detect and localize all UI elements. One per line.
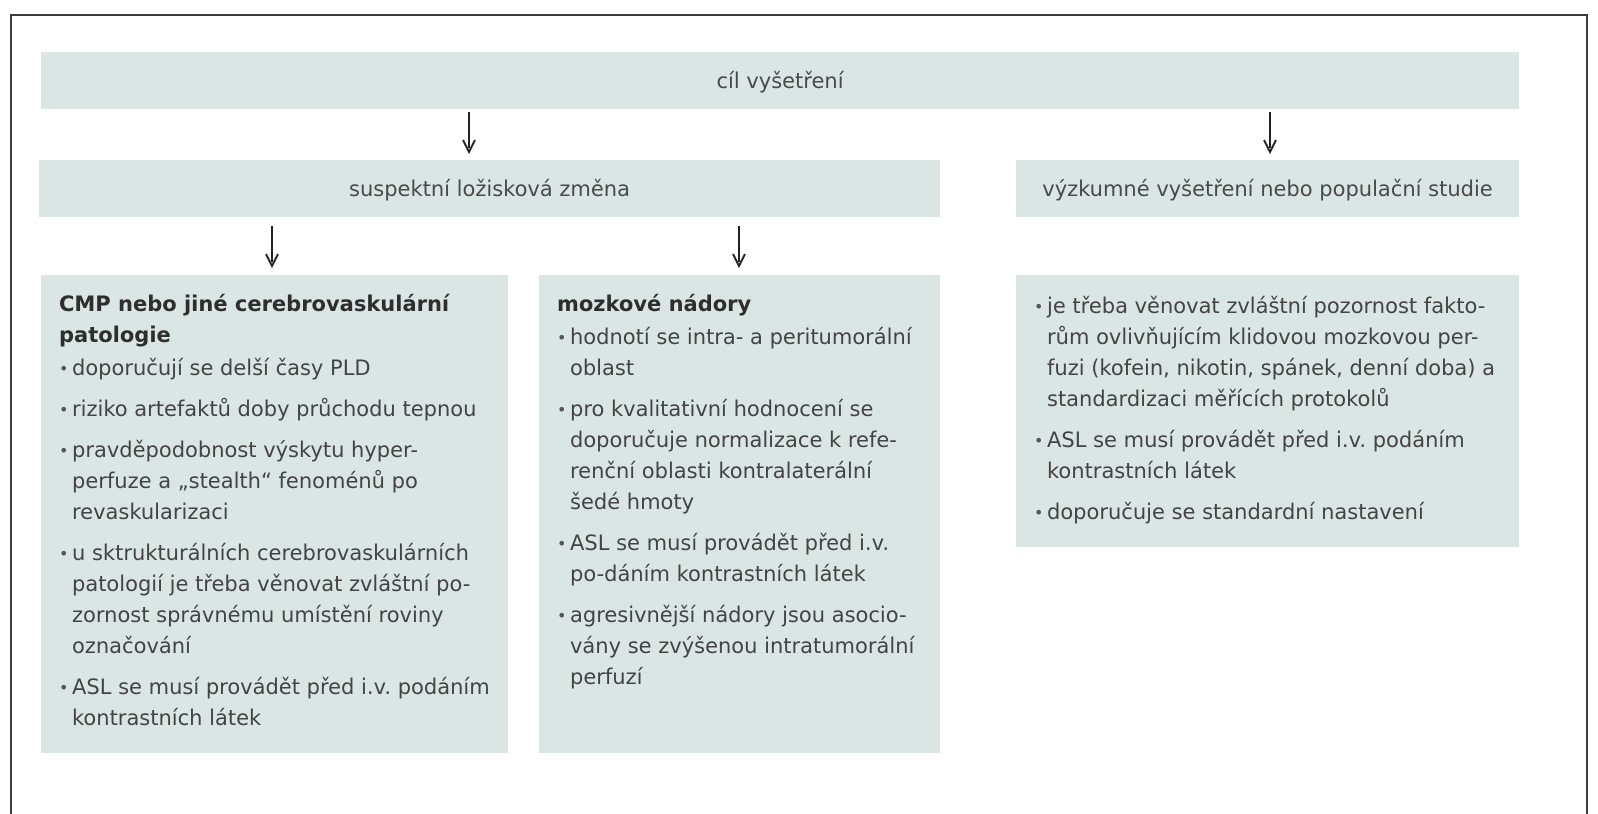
arrow-goal-to-lesion xyxy=(459,110,479,154)
tumor-list xyxy=(557,322,924,693)
list-item: • u sktrukturálních cerebrovaskulárních patologií je třeba věnovat zvláštní po-zornost správnému umístění roviny označování xyxy=(59,538,492,662)
list-item: • je třeba věnovat zvláštní pozornost fakto-rům ovlivňujícím klidovou mozkovou per-fuzi (kofein, nikotin, spánek, denní doba) a standardizaci měřících protokolů xyxy=(1034,291,1503,415)
list-item: • doporučuje se standardní nastavení xyxy=(1034,497,1503,528)
list-item: • ASL se musí provádět před i.v. podáním kontrastních látek xyxy=(59,672,492,734)
tumor-title: mozkové nádory xyxy=(557,292,752,316)
goal-box xyxy=(41,52,1519,109)
list-item: • pravděpodobnost výskytu hyper-perfuze a „stealth“ fenoménů po revaskularizaci xyxy=(59,435,492,528)
research-label: výzkumné vyšetření nebo populační studie xyxy=(1042,176,1493,201)
list-item: • riziko artefaktů doby průchodu tepnou xyxy=(59,394,492,425)
research-box xyxy=(1016,275,1519,547)
list-item: • hodnotí se intra- a peritumorální oblast xyxy=(557,322,924,384)
cmp-box xyxy=(41,275,508,753)
list-item: • ASL se musí provádět před i.v. po-dáním kontrastních látek xyxy=(557,528,924,590)
cmp-list xyxy=(59,353,492,734)
goal-label: cíl vyšetření xyxy=(716,68,844,93)
lesion-label: suspektní ložisková změna xyxy=(349,176,630,201)
list-item: • ASL se musí provádět před i.v. podáním kontrastních látek xyxy=(1034,425,1503,487)
research-list xyxy=(1034,291,1503,528)
arrow-lesion-to-tumor xyxy=(729,224,749,268)
research-header-box xyxy=(1016,160,1519,217)
list-item: • doporučují se delší časy PLD xyxy=(59,353,492,384)
tumor-box xyxy=(539,275,940,753)
lesion-box xyxy=(39,160,940,217)
list-item: • pro kvalitativní hodnocení se doporučuje normalizace k refe-renční oblasti kontralaterální šedé hmoty xyxy=(557,394,924,518)
arrow-goal-to-research xyxy=(1260,110,1280,154)
cmp-title: CMP nebo jiné cerebrovaskulární patologie xyxy=(59,292,450,347)
list-item: • agresivnější nádory jsou asocio-vány se zvýšenou intratumorální perfuzí xyxy=(557,600,924,693)
arrow-lesion-to-cmp xyxy=(262,224,282,268)
